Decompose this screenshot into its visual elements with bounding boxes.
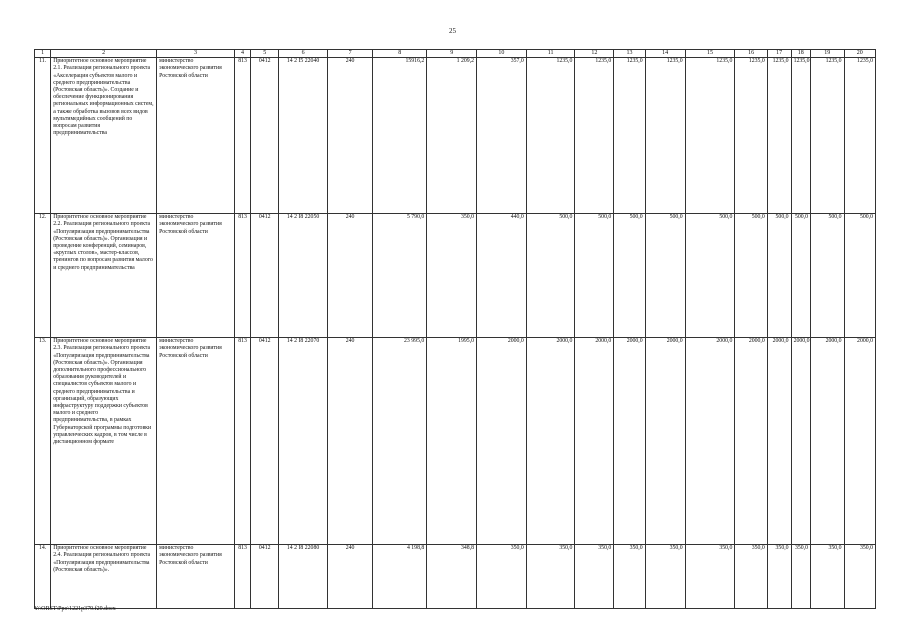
row-number: 12.: [35, 214, 51, 338]
amount-cell: 500,0: [844, 214, 875, 338]
amount-cell: 1995,0: [427, 338, 477, 545]
header-cell: 16: [735, 50, 767, 58]
amount-cell: 2000,0: [526, 338, 575, 545]
executor-cell: министерство экономического развития Ростовской области: [157, 338, 235, 545]
row-number: 13.: [35, 338, 51, 545]
header-cell: 18: [791, 50, 810, 58]
amount-cell: 350,0: [614, 545, 645, 609]
file-path: Y:\ORST\Ppo\1221p379.f20.docx: [34, 606, 116, 612]
amount-cell: 2000,0: [767, 338, 791, 545]
amount-cell: 500,0: [767, 214, 791, 338]
amount-cell: 2000,0: [575, 338, 614, 545]
code-cell: 14 2 I5 22040: [279, 58, 328, 214]
amount-cell: 1235,0: [811, 58, 845, 214]
amount-cell: 2000,0: [477, 338, 527, 545]
executor-cell: министерство экономического развития Ростовской области: [157, 214, 235, 338]
header-cell: 10: [477, 50, 527, 58]
amount-cell: 350,0: [791, 545, 810, 609]
page-number: 25: [449, 27, 456, 35]
amount-cell: 2000,0: [735, 338, 767, 545]
table-body: [35, 50, 876, 609]
header-cell: 3: [157, 50, 235, 58]
amount-cell: 1235,0: [645, 58, 685, 214]
program-table: [34, 49, 876, 609]
header-cell: 1: [35, 50, 51, 58]
table-row: [35, 545, 876, 609]
amount-cell: 350,0: [767, 545, 791, 609]
measure-name: Приоритетное основное мероприятие 2.2. Реализация регионального проекта «Популяризация предпринимательства (Ростовская область)». Организация и проведение конференций, семинаров, «круглых столов», мастер-классов, тренингов по вопросам развития малого и среднего предпринимательства: [51, 214, 157, 338]
amount-cell: 2000,0: [844, 338, 875, 545]
amount-cell: 1235,0: [791, 58, 810, 214]
header-cell: 20: [844, 50, 875, 58]
amount-cell: 2000,0: [614, 338, 645, 545]
amount-cell: 1235,0: [685, 58, 735, 214]
amount-cell: 500,0: [526, 214, 575, 338]
code-cell: 0412: [251, 338, 279, 545]
amount-cell: 350,0: [575, 545, 614, 609]
header-cell: 5: [251, 50, 279, 58]
amount-cell: 15916,2: [373, 58, 427, 214]
amount-cell: 350,0: [685, 545, 735, 609]
header-cell: 12: [575, 50, 614, 58]
header-row: [35, 50, 876, 58]
amount-cell: 350,0: [477, 545, 527, 609]
amount-cell: 1235,0: [575, 58, 614, 214]
executor-cell: министерство экономического развития Ростовской области: [157, 545, 235, 609]
amount-cell: 500,0: [735, 214, 767, 338]
amount-cell: 350,0: [735, 545, 767, 609]
header-cell: 19: [811, 50, 845, 58]
table-row: [35, 214, 876, 338]
row-number: 11.: [35, 58, 51, 214]
header-cell: 17: [767, 50, 791, 58]
amount-cell: 350,0: [427, 214, 477, 338]
table-row: [35, 58, 876, 214]
code-cell: 14 2 I8 22070: [279, 338, 328, 545]
amount-cell: 1235,0: [526, 58, 575, 214]
code-cell: 0412: [251, 214, 279, 338]
amount-cell: 1235,0: [844, 58, 875, 214]
measure-name: Приоритетное основное мероприятие 2.4. Реализация регионального проекта «Популяризация предпринимательства (Ростовская область)».: [51, 545, 157, 609]
code-cell: 14 2 I8 22050: [279, 214, 328, 338]
header-cell: 6: [279, 50, 328, 58]
amount-cell: 350,0: [844, 545, 875, 609]
header-cell: 7: [327, 50, 372, 58]
header-cell: 9: [427, 50, 477, 58]
header-cell: 11: [526, 50, 575, 58]
amount-cell: 500,0: [614, 214, 645, 338]
code-cell: 240: [327, 545, 372, 609]
measure-name: Приоритетное основное мероприятие 2.1. Реализация регионального проекта «Акселерация субъектов малого и среднего предпринимательства (Ростовская область)». Создание и обеспечение функционирования региональных информационных систем, а также обработка вызовов всех видов мультимедийных сообщений по вопросам развития предпринимательства: [51, 58, 157, 214]
amount-cell: 1235,0: [735, 58, 767, 214]
amount-cell: 23 995,0: [373, 338, 427, 545]
amount-cell: 1 209,2: [427, 58, 477, 214]
header-cell: 4: [234, 50, 250, 58]
header-cell: 2: [51, 50, 157, 58]
header-cell: 8: [373, 50, 427, 58]
amount-cell: 5 790,0: [373, 214, 427, 338]
amount-cell: 500,0: [791, 214, 810, 338]
amount-cell: 2000,0: [645, 338, 685, 545]
amount-cell: 4 198,8: [373, 545, 427, 609]
code-cell: 813: [234, 214, 250, 338]
amount-cell: 350,0: [526, 545, 575, 609]
amount-cell: 1235,0: [767, 58, 791, 214]
amount-cell: 2000,0: [685, 338, 735, 545]
amount-cell: 350,0: [645, 545, 685, 609]
amount-cell: 1235,0: [614, 58, 645, 214]
amount-cell: 2000,0: [791, 338, 810, 545]
amount-cell: 350,0: [811, 545, 845, 609]
amount-cell: 500,0: [645, 214, 685, 338]
amount-cell: 2000,0: [811, 338, 845, 545]
code-cell: 0412: [251, 545, 279, 609]
code-cell: 14 2 I8 22080: [279, 545, 328, 609]
amount-cell: 357,0: [477, 58, 527, 214]
measure-name: Приоритетное основное мероприятие 2.3. Реализация регионального проекта «Популяризация предпринимательства (Ростовская область)». Организация дополнительного профессионального образования руководителей и специалистов субъектов малого и среднего предпринимательства и организаций, образующих инфраструктуру поддержки субъектов малого и среднего предпринимательства, в рамках Губернаторской программы подготовки управленческих кадров, в том числе в дистанционном формате: [51, 338, 157, 545]
amount-cell: 500,0: [575, 214, 614, 338]
amount-cell: 500,0: [811, 214, 845, 338]
code-cell: 240: [327, 214, 372, 338]
header-cell: 15: [685, 50, 735, 58]
header-cell: 13: [614, 50, 645, 58]
amount-cell: 500,0: [685, 214, 735, 338]
header-cell: 14: [645, 50, 685, 58]
row-number: 14.: [35, 545, 51, 609]
table-row: [35, 338, 876, 545]
code-cell: 240: [327, 58, 372, 214]
code-cell: 240: [327, 338, 372, 545]
code-cell: 813: [234, 338, 250, 545]
amount-cell: 348,8: [427, 545, 477, 609]
amount-cell: 440,0: [477, 214, 527, 338]
code-cell: 813: [234, 545, 250, 609]
executor-cell: министерство экономического развития Ростовской области: [157, 58, 235, 214]
code-cell: 0412: [251, 58, 279, 214]
code-cell: 813: [234, 58, 250, 214]
